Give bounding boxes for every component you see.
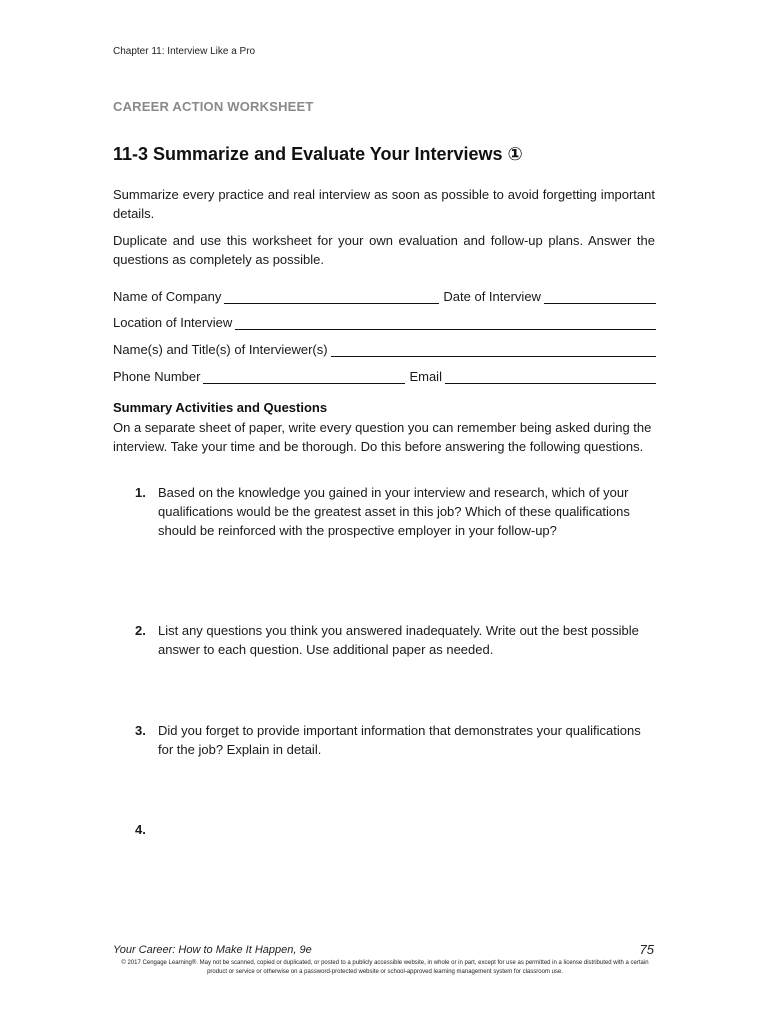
question-number: 1. [135, 485, 146, 500]
company-date-row [113, 284, 656, 304]
interviewers-label: Name(s) and Title(s) of Interviewer(s) [113, 342, 328, 357]
phone-email-row [113, 364, 656, 384]
question-text [158, 820, 655, 839]
question-item [135, 820, 655, 839]
summary-heading: Summary Activities and Questions [113, 400, 328, 415]
question-item [135, 621, 655, 659]
worksheet-kicker: CAREER ACTION WORKSHEET [113, 99, 314, 114]
question-item [135, 483, 655, 540]
question-item [135, 721, 655, 759]
email-label: Email [409, 369, 442, 384]
location-label: Location of Interview [113, 315, 233, 330]
footer-book-title: Your Career: How to Make It Happen, 9e [113, 944, 312, 956]
location-row [113, 310, 656, 330]
question-number: 3. [135, 723, 146, 738]
question-number: 4. [135, 822, 146, 837]
question-text: Based on the knowledge you gained in your interview and research, which of your qualifications would be the greatest asset in this job? Which of these qualifications should be reinforced with the prospective employer in your follow-up? [158, 485, 630, 538]
date-field[interactable] [544, 289, 656, 304]
page-number: 75 [639, 942, 654, 957]
interviewers-row [113, 337, 656, 357]
copyright-notice: © 2017 Cengage Learning®. May not be scanned, copied or duplicated, or posted to a publicly accessible website, in whole or in part, except for use as permitted in a license distributed with a certain product or service or otherwise on a password-protected website or school-approved learning management system for classroom use. [121, 960, 649, 975]
location-field[interactable] [235, 315, 656, 330]
date-label: Date of Interview [443, 289, 541, 304]
question-number: 2. [135, 623, 146, 638]
question-text: List any questions you think you answered inadequately. Write out the best possible answer to each question. Use additional paper as needed. [158, 623, 639, 657]
company-label: Name of Company [113, 289, 222, 304]
intro-paragraph-2: Duplicate and use this worksheet for your own evaluation and follow-up plans. Answer the questions as completely as possible. [113, 233, 655, 267]
question-text: Did you forget to provide important information that demonstrates your qualifications for the job? Explain in detail. [158, 723, 641, 757]
page-title: 11-3 Summarize and Evaluate Your Interviews ① [113, 144, 523, 164]
email-field[interactable] [445, 369, 656, 384]
summary-instructions: On a separate sheet of paper, write every question you can remember being asked during the interview. Take your time and be thorough. Do this before answering the following questions. [113, 420, 652, 454]
intro-paragraph-1: Summarize every practice and real interview as soon as possible to avoid forgetting important details. [113, 187, 655, 221]
interviewers-field[interactable] [331, 342, 656, 357]
company-field[interactable] [224, 289, 439, 304]
phone-field[interactable] [203, 369, 405, 384]
chapter-header: Chapter 11: Interview Like a Pro [113, 46, 256, 57]
phone-label: Phone Number [113, 369, 201, 384]
